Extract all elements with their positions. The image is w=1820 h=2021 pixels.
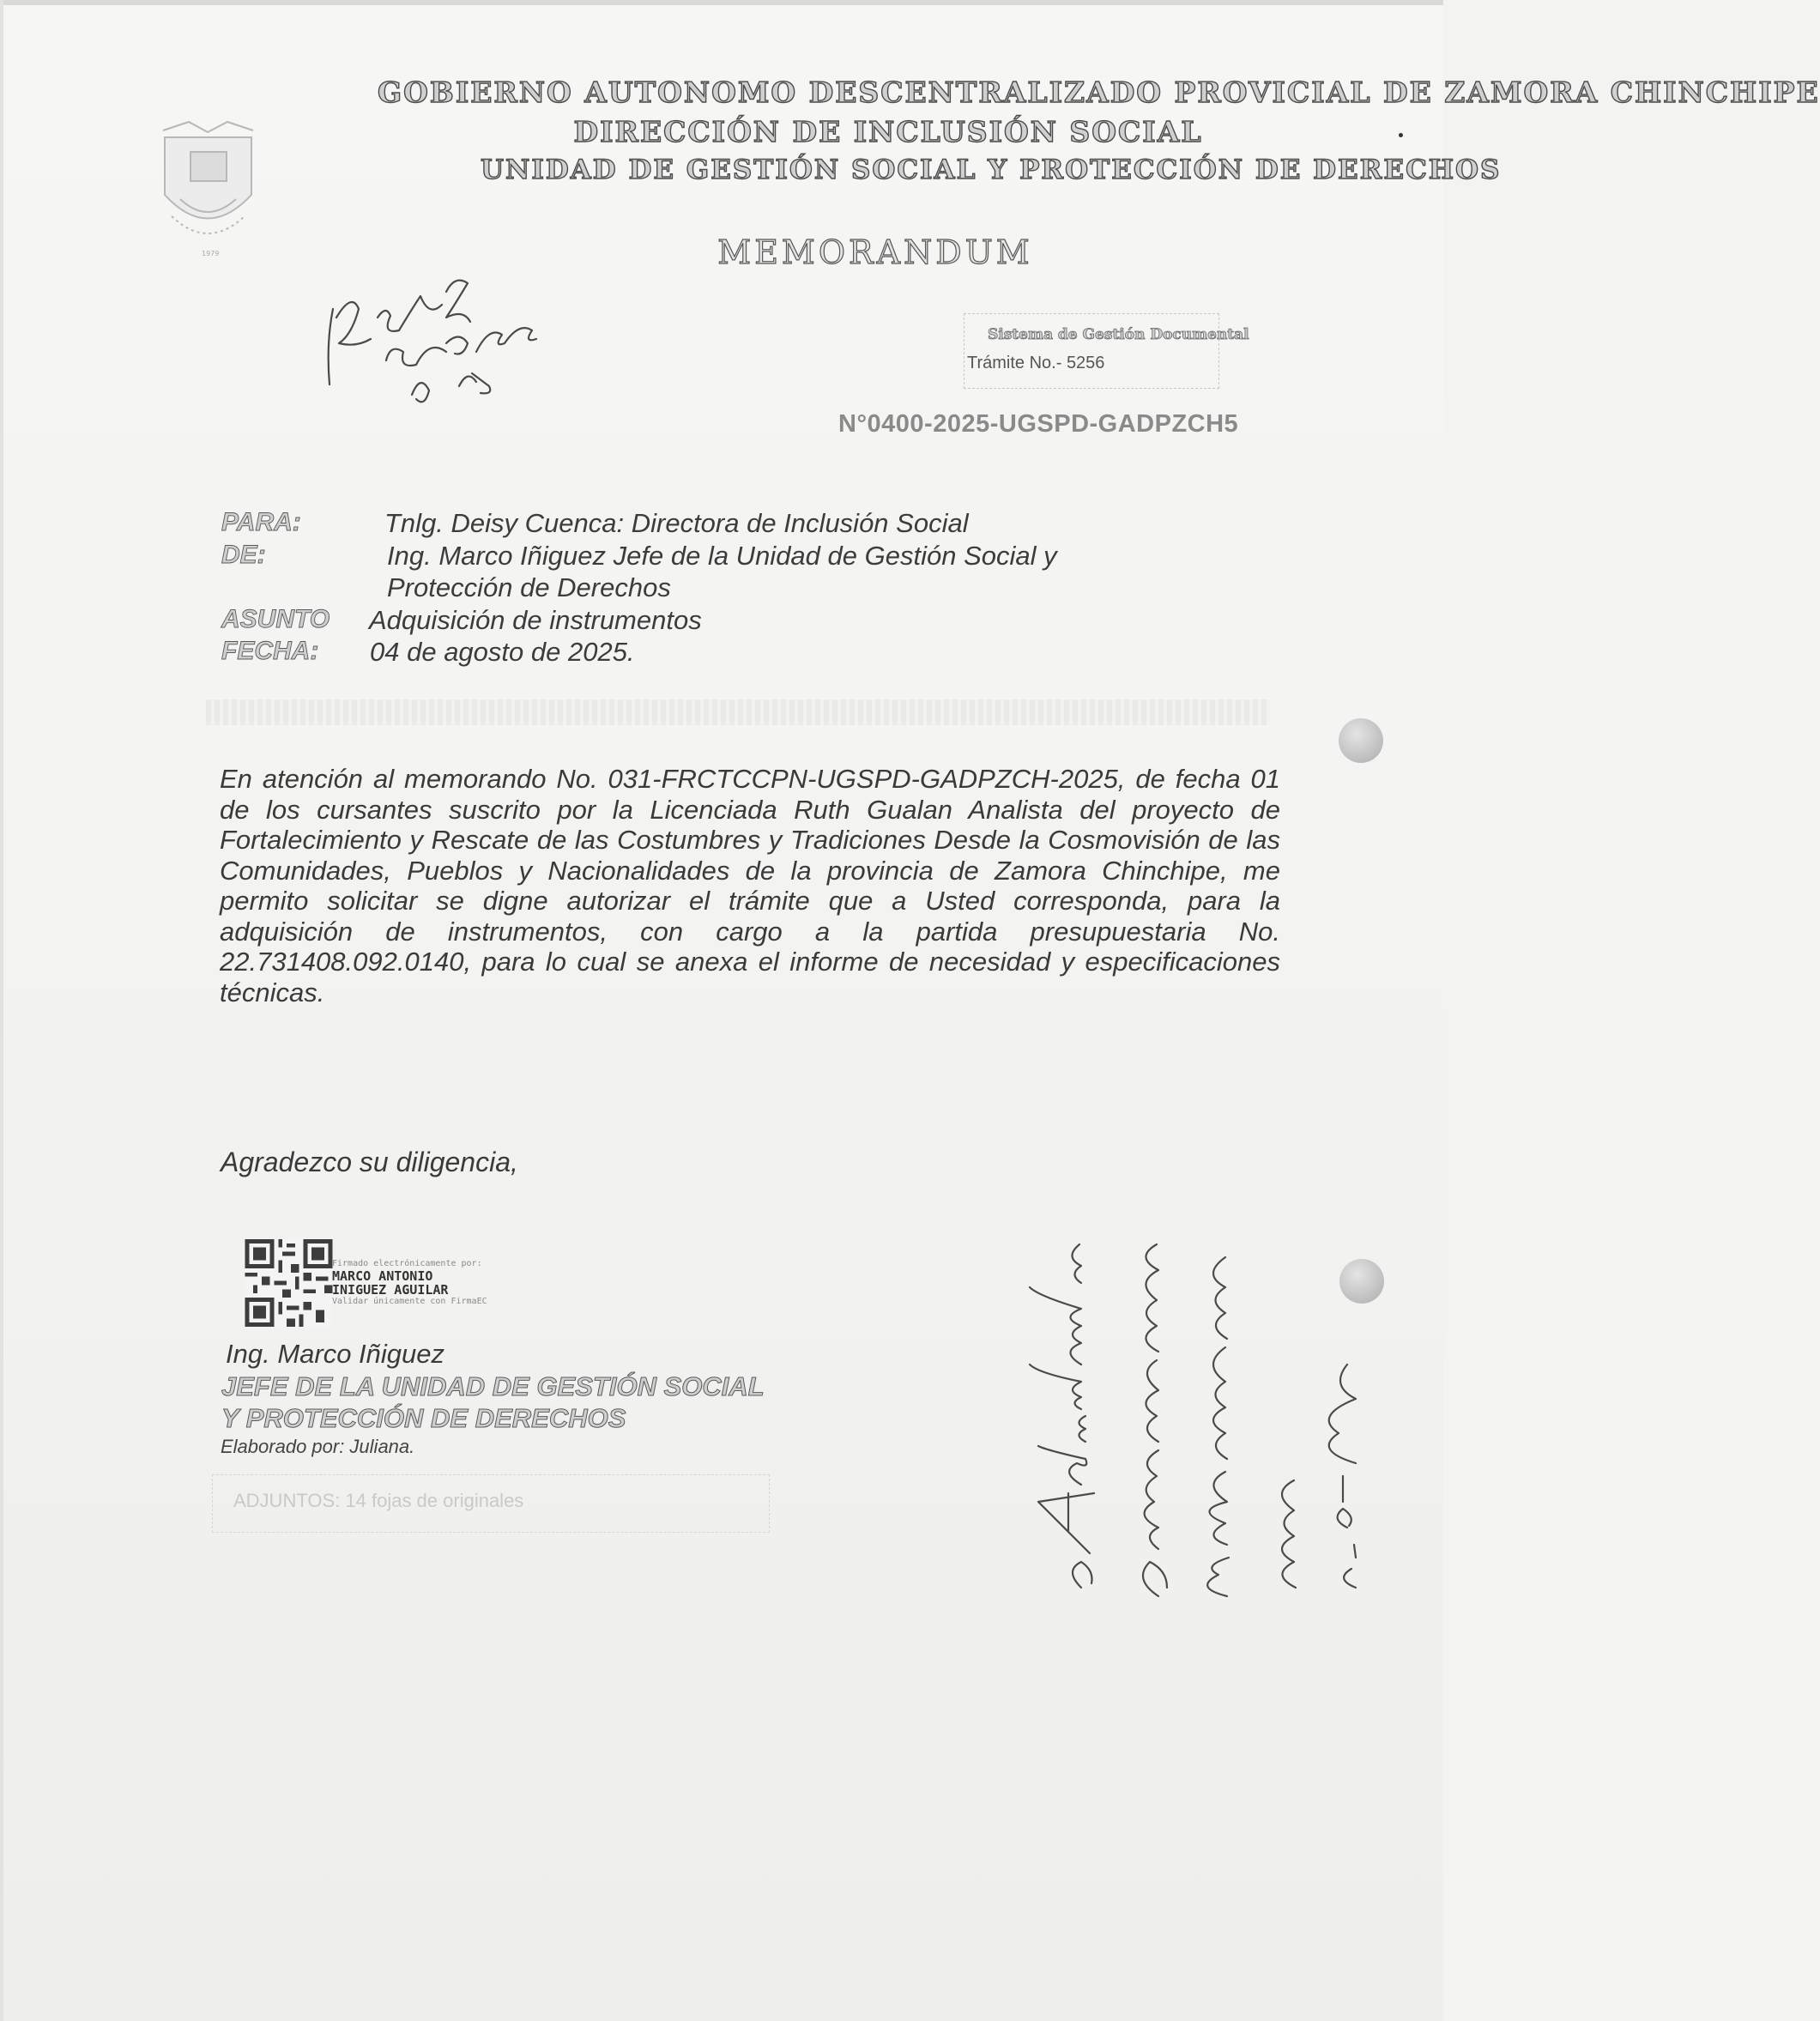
asunto-label: ASUNTO — [221, 605, 330, 633]
signatory-name: Ing. Marco Iñiguez — [226, 1339, 445, 1369]
handwritten-approval-note — [935, 1167, 1364, 1648]
memo-number: N°0400-2025-UGSPD-GADPZCH5 — [838, 410, 1239, 438]
unit-name: UNIDAD DE GESTIÓN SOCIAL Y PROTECCIÓN DE DERECHOS — [481, 154, 1502, 185]
provincial-seal-logo — [154, 113, 262, 259]
svg-text:1979: 1979 — [202, 250, 220, 257]
document-system-stamp — [964, 313, 1249, 389]
de-value-line1: Ing. Marco Iñiguez Jefe de la Unidad de Gestión Social y — [387, 541, 1057, 571]
memo-body: En atención al memorando No. 031-FRCTCCPN-UGSPD-GADPZCH-2025, de fecha 01 de los cursantes suscrito por la Licenciada Ruth Gualan Analista del proyecto de Fortalecimiento y Rescate de las Costumbres y Tradiciones Desde la Cosmovisión de las Comunidades, Pueblos y Nacionalidades de la provincia de Zamora Chinchipe, me permito solicitar se digne autorizar el trámite que a Usted corresponda, para la adquisición de instrumentos, con cargo a la partida presupuestaria No. 22.731408.092.0140, para lo cual se anexa el informe de necesidad y especificaciones técnicas. — [220, 764, 1280, 1007]
esign-name-line1: MARCO ANTONIO — [332, 1268, 433, 1284]
attachments-box — [212, 1474, 770, 1533]
prepared-by: Elaborado por: Juliana. — [221, 1436, 415, 1457]
electronic-signature — [332, 1259, 487, 1307]
esign-bottom-line: Validar únicamente con FirmaEC — [332, 1297, 487, 1306]
de-label: DE: — [221, 541, 266, 569]
fecha-label: FECHA: — [221, 637, 319, 665]
stamp-tramite-number: Trámite No.- 5256 — [967, 354, 1105, 372]
asunto-value: Adquisición de instrumentos — [369, 605, 702, 635]
de-value-line2: Protección de Derechos — [387, 572, 671, 602]
qr-code-icon — [244, 1239, 334, 1327]
fecha-value: 04 de agosto de 2025. — [370, 637, 635, 667]
signatory-role-line2: Y PROTECCIÓN DE DERECHOS — [221, 1403, 626, 1433]
department-name: DIRECCIÓN DE INCLUSIÓN SOCIAL — [573, 115, 1203, 148]
stamp-system-name: Sistema de Gestión Documental — [988, 326, 1249, 343]
attachments-text: ADJUNTOS: 14 fojas de originales — [233, 1490, 524, 1511]
esign-top-line: Firmado electrónicamente por: — [332, 1259, 482, 1268]
para-label: PARA: — [221, 508, 301, 536]
document-title: MEMORANDUM — [717, 233, 1033, 271]
closing-line: Agradezco su diligencia, — [221, 1147, 518, 1177]
handwritten-receipt-note — [317, 257, 566, 412]
institution-name: GOBIERNO AUTONOMO DESCENTRALIZADO PROVICIAL DE ZAMORA CHINCHIPE — [378, 76, 1820, 109]
scan-edge-left — [0, 0, 3, 2021]
punch-hole — [1339, 718, 1383, 763]
faint-scan-line — [206, 699, 1270, 725]
para-value: Tnlg. Deisy Cuenca: Directora de Inclusión Social — [384, 508, 969, 538]
esign-name-line2: INIGUEZ AGUILAR — [332, 1282, 449, 1298]
signatory-role-line1: JEFE DE LA UNIDAD DE GESTIÓN SOCIAL — [221, 1371, 765, 1401]
scan-edge-top — [0, 0, 1443, 5]
scan-speck — [1399, 133, 1403, 137]
punch-hole — [1339, 1259, 1384, 1304]
